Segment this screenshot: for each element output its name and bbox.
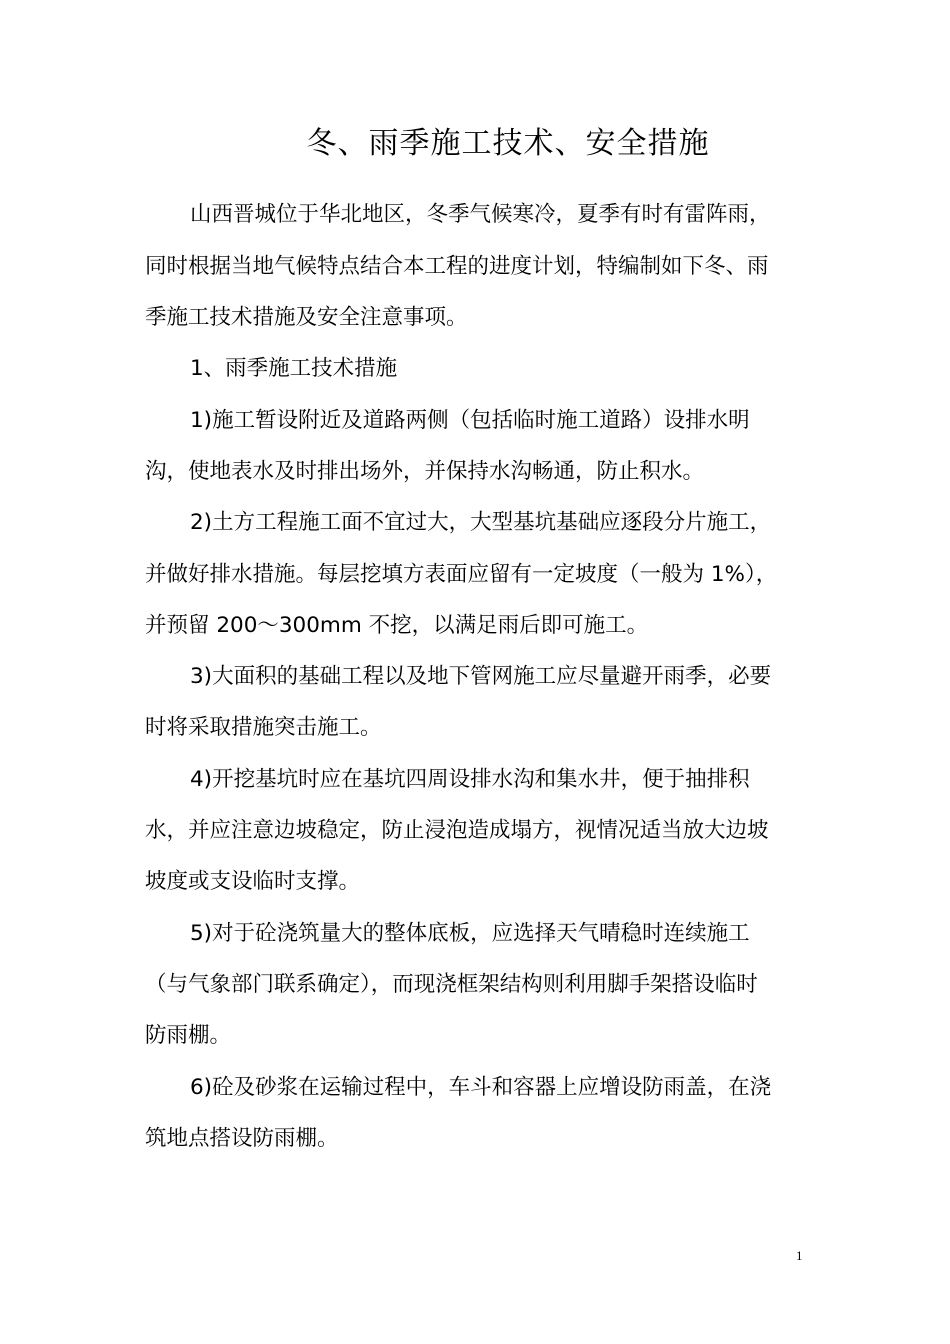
page-number: 1 <box>796 1248 803 1263</box>
paragraph-line: 时将采取措施突击施工。 <box>145 715 382 740</box>
paragraph-line: 防雨棚。 <box>145 1023 232 1048</box>
paragraph-line: （与气象部门联系确定），而现浇框架结构则利用脚手架搭设临时 <box>145 972 758 997</box>
paragraph-line: 2)土方工程施工面不宜过大，大型基坑基础应逐段分片施工， <box>190 510 772 535</box>
paragraph-line: 4)开挖基坑时应在基坑四周设排水沟和集水井，便于抽排积 <box>190 767 750 792</box>
section-heading: 1、雨季施工技术措施 <box>190 356 398 381</box>
paragraph-line: 并做好排水措施。每层挖填方表面应留有一定坡度（一般为 1%）， <box>145 562 778 587</box>
paragraph-line: 季施工技术措施及安全注意事项。 <box>145 305 468 330</box>
paragraph-line: 坡度或支设临时支撑。 <box>145 869 361 894</box>
paragraph-line: 山西晋城位于华北地区，冬季气候寒冷，夏季有时有雷阵雨， <box>190 202 771 227</box>
paragraph-line: 1)施工暂设附近及道路两侧（包括临时施工道路）设排水明 <box>190 408 750 433</box>
paragraph-line: 水，并应注意边坡稳定，防止浸泡造成塌方，视情况适当放大边坡 <box>145 818 769 843</box>
paragraph-line: 6)砼及砂浆在运输过程中，车斗和容器上应增设防雨盖，在浇 <box>190 1075 772 1100</box>
paragraph-line: 3)大面积的基础工程以及地下管网施工应尽量避开雨季，必要 <box>190 664 772 689</box>
paragraph-line: 筑地点搭设防雨棚。 <box>145 1126 339 1151</box>
page-title: 冬、雨季施工技术、安全措施 <box>306 126 710 161</box>
paragraph-line: 同时根据当地气候特点结合本工程的进度计划，特编制如下冬、雨 <box>145 254 769 279</box>
paragraph-line: 沟，使地表水及时排出场外，并保持水沟畅通，防止积水。 <box>145 459 705 484</box>
paragraph-line: 并预留 200～300mm 不挖，以满足雨后即可施工。 <box>145 613 649 638</box>
paragraph-line: 5)对于砼浇筑量大的整体底板，应选择天气晴稳时连续施工 <box>190 921 750 946</box>
